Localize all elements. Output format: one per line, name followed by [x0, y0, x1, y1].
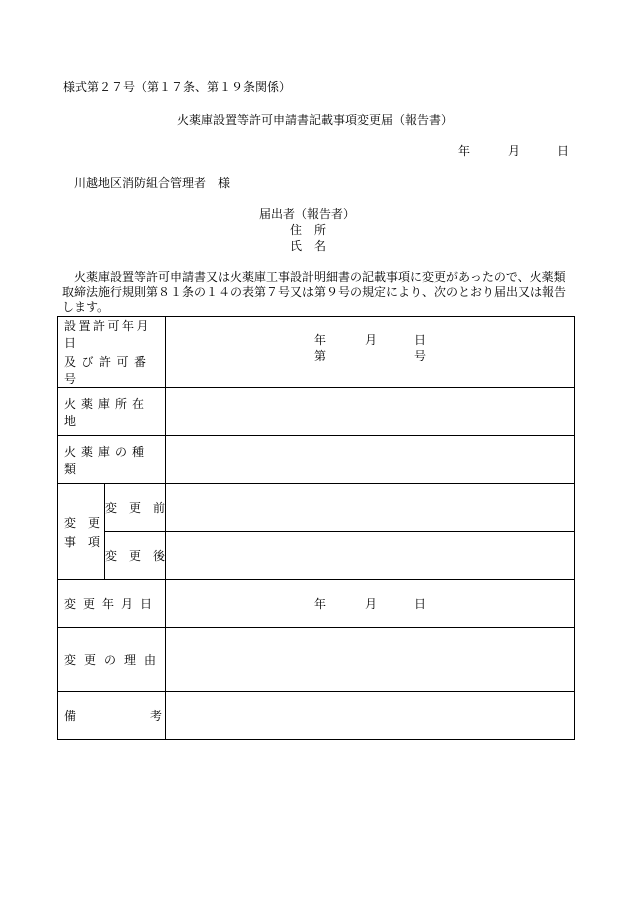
permit-number-suffix: 号 [414, 349, 427, 363]
document-title: 火薬庫設置等許可申請書記載事項変更届（報告書） [176, 113, 453, 127]
notifier-label: 届出者（報告者） [259, 207, 356, 221]
remarks-value-cell[interactable] [166, 692, 575, 740]
change-group-cell [58, 484, 105, 580]
change-date-label: 変更年月日 [64, 597, 160, 611]
change-group-label-2: 事 項 [64, 534, 101, 549]
permit-month: 月 [365, 333, 378, 347]
change-year: 年 [314, 597, 327, 611]
change-after-label: 変 更 後 [105, 549, 166, 563]
change-date-value-cell[interactable] [166, 580, 575, 628]
permit-date-label: 設置許可年月日 [64, 319, 152, 350]
row-change-after [58, 532, 575, 580]
change-before-label-cell [105, 484, 166, 532]
change-before-label: 変 更 前 [105, 501, 166, 515]
location-value-cell[interactable] [166, 388, 575, 436]
type-label-cell [58, 436, 166, 484]
addressee: 川越地区消防組合管理者 様 [74, 176, 231, 190]
change-day: 日 [414, 597, 427, 611]
change-before-value-cell[interactable] [166, 484, 575, 532]
location-label-cell [58, 388, 166, 436]
change-date-label-cell [58, 580, 166, 628]
change-month: 月 [365, 597, 378, 611]
row-change-reason [58, 628, 575, 692]
date-day-label: 日 [557, 144, 570, 158]
type-label: 火薬庫の種類 [64, 444, 150, 476]
submission-date [0, 144, 630, 158]
reason-label: 変更の理由 [64, 653, 165, 667]
date-year-label: 年 [458, 144, 471, 158]
row-location [58, 388, 575, 436]
remarks-label-cell [58, 692, 166, 740]
reason-value-cell[interactable] [166, 628, 575, 692]
row-change-date [58, 580, 575, 628]
address-label: 住 所 [290, 223, 327, 237]
type-value-cell[interactable] [166, 436, 575, 484]
change-after-label-cell [105, 532, 166, 580]
permit-day: 日 [414, 333, 427, 347]
remarks-label-left: 備 [64, 709, 77, 723]
body-text: 火薬庫設置等許可申請書又は火薬庫工事設計明細書の記載事項に変更があったので、火薬類取締法施行規則第８１条の１４の表第７号又は第９号の規定により、次のとおり届出又は報告します。 [62, 270, 567, 314]
date-month-label: 月 [508, 144, 521, 158]
row-change-before [58, 484, 575, 532]
form-number: 様式第２７号（第１７条、第１９条関係） [63, 80, 292, 94]
row-remarks [58, 692, 575, 740]
row-permit-date-number [58, 317, 575, 388]
permit-year: 年 [314, 333, 327, 347]
row-type [58, 436, 575, 484]
permit-number-prefix: 第 [314, 349, 327, 363]
remarks-label-right: 考 [150, 709, 163, 723]
permit-value-cell[interactable] [166, 317, 575, 388]
change-group-label-1: 変 更 [64, 515, 101, 530]
name-label: 氏 名 [290, 239, 327, 253]
location-label: 火薬庫所在地 [64, 396, 150, 428]
reason-label-cell [58, 628, 166, 692]
form-table [57, 316, 575, 740]
permit-label-cell [58, 317, 166, 388]
permit-number-label: 及び許可番号 [64, 355, 152, 386]
change-after-value-cell[interactable] [166, 532, 575, 580]
